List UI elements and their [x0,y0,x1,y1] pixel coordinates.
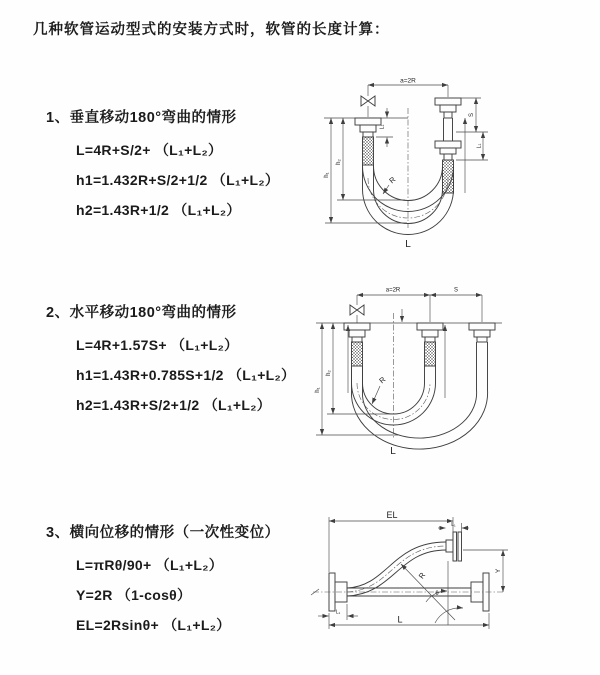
diagram-lateral-displacement-svg [300,505,515,655]
formula-line: h1=1.432R+S/2+1/2 （L₁+L₂） [76,172,280,188]
dim-label-y: Y [495,568,502,574]
upper-flange [446,532,462,561]
dim-label-l1: L₁ [379,124,386,130]
dim-label-s: S [469,112,475,118]
dim-label-l1-bottom: L₁ [335,609,341,616]
dim-label-l: L [390,446,396,457]
section-vertical-movement [46,106,326,220]
formula-line: L=4R+1.57S+ （L₁+L₂） [76,337,239,353]
dim-label-h1: h₁ [315,387,321,393]
dim-label-r: R [416,570,428,581]
dim-label-s: S [453,287,459,294]
dim-label-theta: θ [435,591,439,597]
diagram-vertical-180-bend-svg [310,70,510,260]
dim-label-a2r: a=2R [400,77,416,85]
diagram-horizontal-180-bend [300,278,530,478]
right-pipe-fitting [469,323,495,354]
diagram-horizontal-180-bend-svg [300,278,530,478]
valve-icon [361,96,375,106]
left-pipe-fitting [355,118,381,165]
dim-label-h1: h₁ [324,172,330,178]
angle-arc [435,608,463,623]
section-3-heading: 3、横向位移的情形（一次性变位） [46,525,280,541]
dim-label-h2: h₂ [336,159,342,165]
dim-label-l: L [405,239,411,250]
dim-label-r: R [387,174,398,186]
dim-label-h2: h₂ [326,370,332,376]
formula-line: h2=1.43R+1/2 （L₁+L₂） [76,202,241,218]
dim-label-l: L [397,614,403,625]
middle-pipe-fitting [417,323,443,366]
braided-hose-section [352,342,363,366]
formula-line: EL=2Rsinθ+ （L₁+L₂） [76,617,231,633]
diagram-vertical-180-bend [310,70,510,260]
formula-line: L=4R+S/2+ （L₁+L₂） [76,142,223,158]
dim-label-l1-right: L₁ [476,143,483,149]
section-2-heading: 2、水平移动180°弯曲的情形 [46,305,237,321]
dim-label-r: R [377,374,388,386]
valve-icon [350,305,364,315]
formula-line: L=πRθ/90+ （L₁+L₂） [76,557,224,573]
right-pipe-fitting [435,98,461,193]
radius-leader [372,386,380,404]
dim-label-l1-top: L₁ [451,522,456,528]
formula-line: h1=1.43R+0.785S+1/2 （L₁+L₂） [76,367,296,383]
section-lateral-displacement [46,521,326,635]
formula-line: Y=2R （1-cosθ） [76,587,192,603]
diagram-lateral-displacement [300,505,515,655]
section-horizontal-movement [46,301,326,415]
dim-label-a2r: a=2R [385,287,401,294]
dim-label-el: EL [386,510,398,520]
braided-hose-section [425,342,436,366]
formula-line: h2=1.43R+S/2+1/2 （L₁+L₂） [76,397,272,413]
section-1-heading: 1、垂直移动180°弯曲的情形 [46,110,237,126]
page-title: 几种软管运动型式的安装方式时，软管的长度计算： [33,22,390,38]
braided-hose-section [363,137,374,165]
